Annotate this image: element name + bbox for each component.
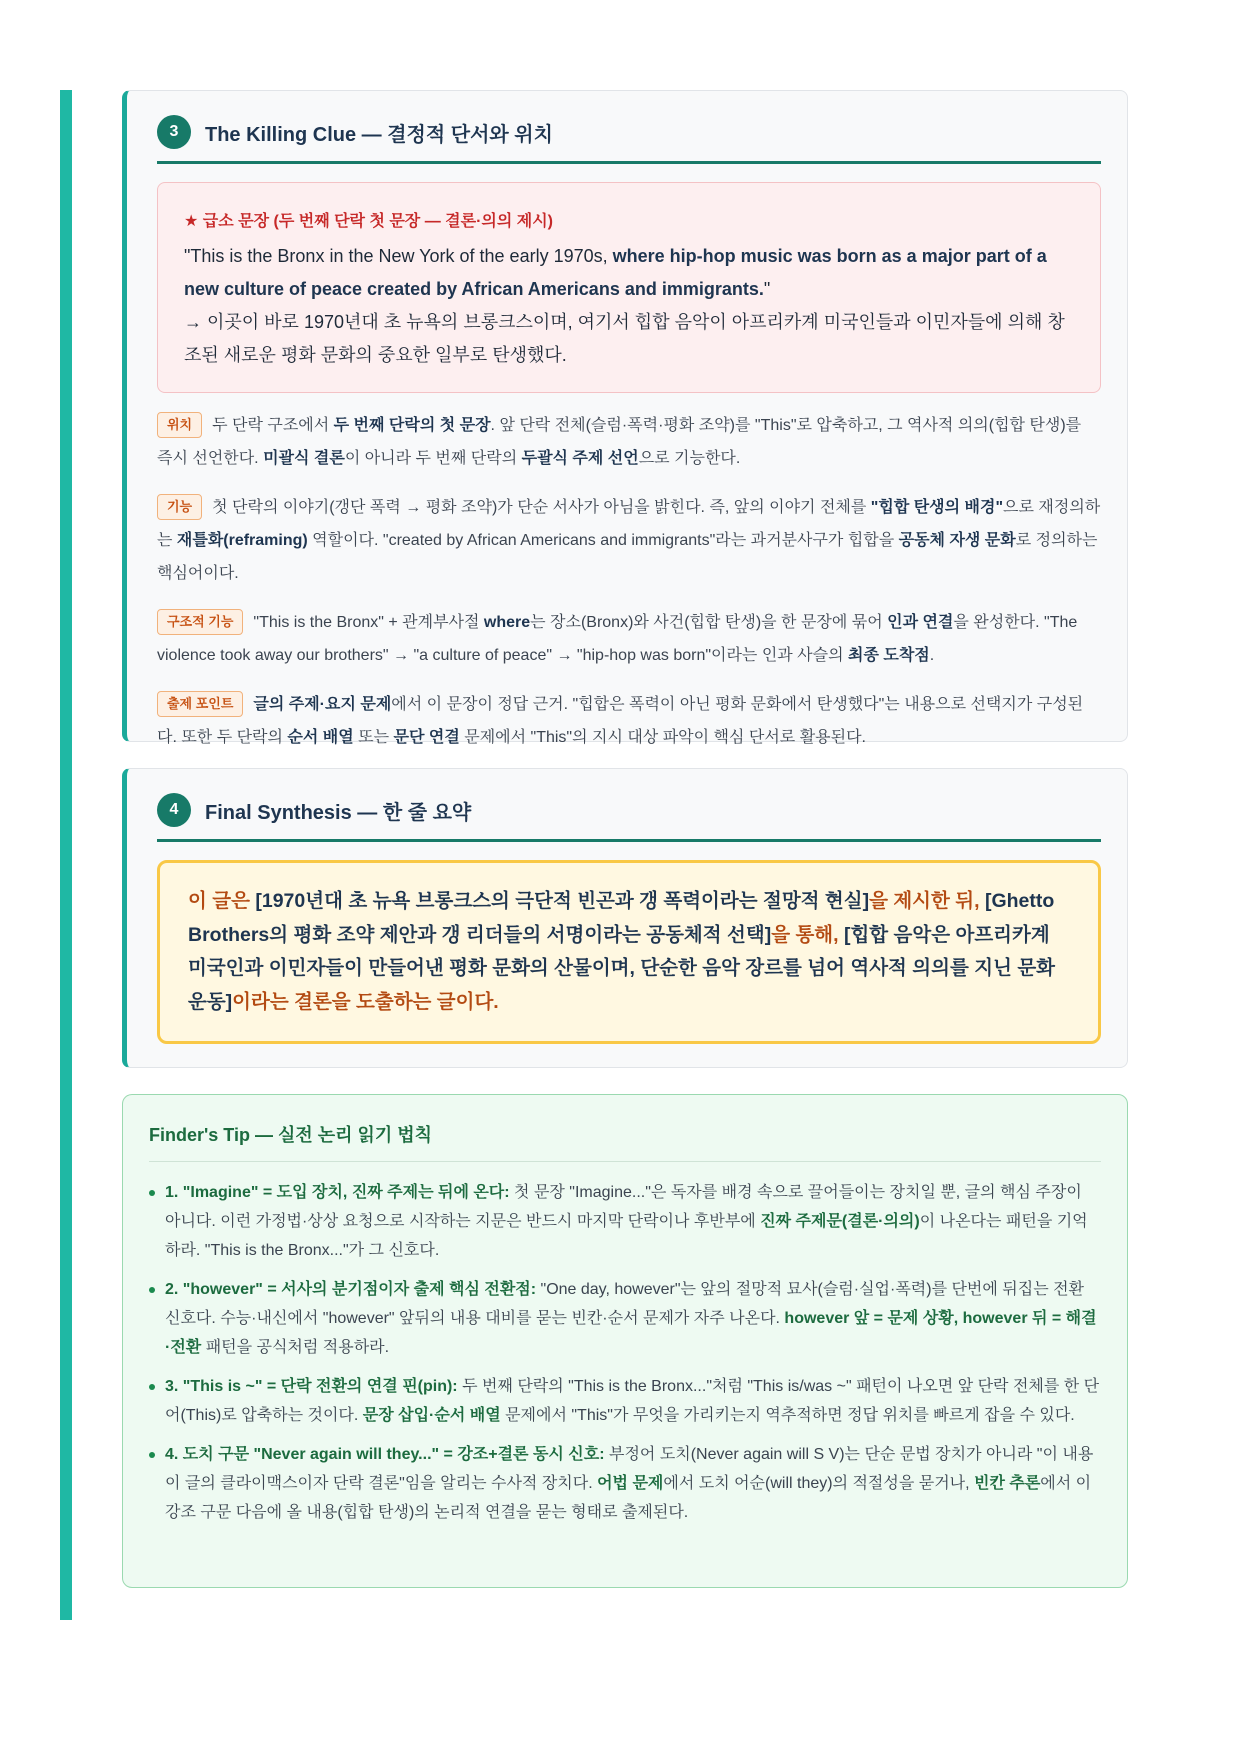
note-text: 또는 (353, 729, 394, 746)
section-number-badge: 3 (157, 115, 191, 149)
tip-text: 패턴을 공식처럼 적용하라. (201, 1339, 390, 1356)
note-keyword: 최종 도착점 (848, 647, 930, 664)
tip-item (149, 1372, 1101, 1430)
tip-keyword: 문장 삽입·순서 배열 (362, 1407, 501, 1424)
note-badge: 기능 (157, 494, 202, 520)
section-title: Final Synthesis — 한 줄 요약 (205, 801, 472, 824)
note-text: 두 단락 구조에서 (212, 417, 334, 434)
accent-sidebar (60, 90, 72, 1620)
note-keyword: 두 번째 단락의 첫 문장 (333, 417, 491, 434)
tip-text: "One day, however"는 앞의 절망적 묘사(슬럼·실업·폭력)를 단번에 뒤집는 전환 신호다. 수능·내신에서 "however" 앞뒤의 내용 대비를 묻는 빈칸·순서 문제가 자주 나온다. (165, 1281, 1085, 1327)
note-keyword: 미괄식 결론 (263, 450, 345, 467)
analysis-note (157, 409, 1101, 475)
section-killing-clue (122, 90, 1128, 746)
note-text: . (929, 647, 935, 664)
note-keyword: 재틀화(reframing) (176, 532, 308, 549)
tip-keyword: 3. "This is ~" = 단락 전환의 연결 핀(pin): (165, 1378, 458, 1395)
note-keyword: 문단 연결 (393, 729, 460, 746)
note-badge: 위치 (157, 412, 202, 438)
note-keyword: 인과 연결 (887, 614, 954, 631)
finders-tip-box (122, 1094, 1128, 1588)
synthesis-text: 이라는 결론을 도출하는 글이다. (232, 990, 499, 1013)
key-sentence-label: ★ 급소 문장 (두 번째 단락 첫 문장 — 결론·의의 제시) (184, 213, 553, 230)
tip-text: 이 나온다는 패턴을 기억하라. "This is the Bronx..."가 그 신호다. (165, 1213, 1088, 1259)
note-text: 으로 기능한다. (638, 450, 741, 467)
quote-end: " (763, 279, 771, 299)
tip-item (149, 1440, 1101, 1527)
analysis-notes (157, 409, 1101, 754)
note-badge: 구조적 기능 (157, 609, 243, 635)
tip-keyword: 빈칸 추론 (974, 1475, 1041, 1492)
analysis-note (157, 688, 1101, 754)
analysis-note (157, 606, 1101, 672)
note-text: "This is the Bronx" + 관계부사절 (253, 614, 484, 631)
note-text: 문제에서 "This"의 지시 대상 파악이 핵심 단서로 활용된다. (459, 729, 866, 746)
note-keyword: 글의 주제·요지 문제 (253, 696, 392, 713)
note-text: 을 완성한다. "The violence took away our brothers" → "a culture of peace" → "hip-hop was born"이라는 인과 사슬의 (157, 614, 1078, 664)
key-sentence-box (157, 182, 1101, 393)
note-text: 에서 이 문장이 정답 근거. "힙합은 폭력이 아닌 평화 문화에서 탄생했다"는 내용으로 선택지가 구성된다. 또한 두 단락의 (157, 696, 1084, 746)
note-keyword: where (483, 614, 531, 631)
note-keyword: 공동체 자생 문화 (898, 532, 1016, 549)
tip-text: 문제에서 "This"가 무엇을 가리키는지 역추적하면 정답 위치를 빠르게 잡을 수 있다. (500, 1407, 1075, 1424)
tip-list (149, 1178, 1101, 1527)
note-text: 는 장소(Bronx)와 사건(힙합 탄생)을 한 문장에 묶어 (530, 614, 888, 631)
tip-text: 첫 문장 "Imagine..."은 독자를 배경 속으로 끌어들이는 장치일 뿐, 글의 핵심 주장이 아니다. 이런 가정법·상상 요청으로 시작하는 지문은 반드시 마지막 단락이나 후반부에 (165, 1184, 1082, 1230)
section-number-badge: 4 (157, 793, 191, 827)
key-sentence-translation: → 이곳이 바로 1970년대 초 뉴욕의 브롱크스이며, 여기서 힙합 음악이 아프리카계 미국인들과 이민자들에 의해 창조된 새로운 평화 문화의 중요한 일부로 탄생했다. (184, 312, 1065, 365)
tip-keyword: 어법 문제 (597, 1475, 664, 1492)
note-text: . 앞 단락 전체(슬럼·폭력·평화 조약)를 "This"로 압축하고, 그 역사적 의의(힙합 탄생)를 즉시 선언한다. (157, 417, 1082, 467)
analysis-note (157, 491, 1101, 590)
synthesis-highlight: [Ghetto Brothers의 평화 조약 제안과 갱 리더들의 서명이라는 공동체적 선택] (188, 890, 1055, 946)
note-keyword: 순서 배열 (287, 729, 354, 746)
tip-text: 두 번째 단락의 "This is the Bronx..."처럼 "This is/was ~" 패턴이 나오면 앞 단락 전체를 한 단어(This)로 압축하는 것이다. (165, 1378, 1100, 1424)
section-title: The Killing Clue — 결정적 단서와 위치 (205, 123, 553, 146)
tip-item (149, 1275, 1101, 1362)
section-header (157, 793, 1101, 842)
tip-title: Finder's Tip — 실전 논리 읽기 법칙 (149, 1121, 1101, 1162)
quote-bold: where hip-hop music was born as a major part of a new culture of peace created by African Americans and immigrants. (184, 246, 1047, 299)
synthesis-highlight: [1970년대 초 뉴욕 브롱크스의 극단적 빈곤과 갱 폭력이라는 절망적 현실] (255, 890, 870, 912)
note-text: 역할이다. "created by African Americans and immigrants"라는 과거분사구가 힙합을 (307, 532, 899, 549)
synthesis-text: 이 글은 (188, 890, 256, 912)
tip-text: 부정어 도치(Never again will S V)는 단순 문법 장치가 아니라 "이 내용이 글의 클라이맥스이자 단락 결론"임을 알리는 수사적 장치다. (165, 1446, 1094, 1492)
tip-keyword: 진짜 주제문(결론·의의) (760, 1213, 920, 1230)
note-text: 으로 재정의하는 (157, 499, 1101, 549)
note-keyword: "힙합 탄생의 배경" (870, 499, 1004, 516)
key-sentence-quote (184, 240, 1074, 306)
synthesis-highlight: [힙합 음악은 아프리카계 미국인과 이민자들이 만들어낸 평화 문화의 산물이며, 단순한 음악 장르를 넘어 역사적 의의를 지닌 문화 운동] (188, 923, 1056, 1013)
note-badge: 출제 포인트 (157, 691, 243, 717)
tip-item (149, 1178, 1101, 1265)
tip-text: 에서 도치 어순(will they)의 적절성을 묻거나, (663, 1475, 974, 1492)
synthesis-summary-box (157, 860, 1101, 1044)
section-final-synthesis (122, 768, 1128, 1068)
section-header (157, 115, 1101, 164)
note-text: 로 정의하는 핵심어이다. (157, 532, 1098, 582)
tip-keyword: 4. 도치 구문 "Never again will they..." = 강조+결론 동시 신호: (165, 1446, 605, 1463)
note-text: 첫 단락의 이야기(갱단 폭력 → 평화 조약)가 단순 서사가 아님을 밝힌다. 즉, 앞의 이야기 전체를 (212, 499, 871, 516)
note-keyword: 두괄식 주제 선언 (521, 450, 639, 467)
quote-plain: "This is the Bronx in the New York of the early 1970s, (184, 246, 613, 266)
tip-text: 에서 이 강조 구문 다음에 올 내용(힙합 탄생)의 논리적 연결을 묻는 형태로 출제된다. (165, 1475, 1092, 1521)
tip-keyword: 1. "Imagine" = 도입 장치, 진짜 주제는 뒤에 온다: (165, 1184, 510, 1201)
tip-keyword: 2. "however" = 서사의 분기점이자 출제 핵심 전환점: (165, 1281, 537, 1298)
note-text: 이 아니라 두 번째 단락의 (344, 450, 522, 467)
tip-keyword: however 앞 = 문제 상황, however 뒤 = 해결·전환 (165, 1310, 1097, 1356)
synthesis-text: 을 통해, (771, 923, 844, 946)
synthesis-text: 을 제시한 뒤, (869, 890, 985, 912)
